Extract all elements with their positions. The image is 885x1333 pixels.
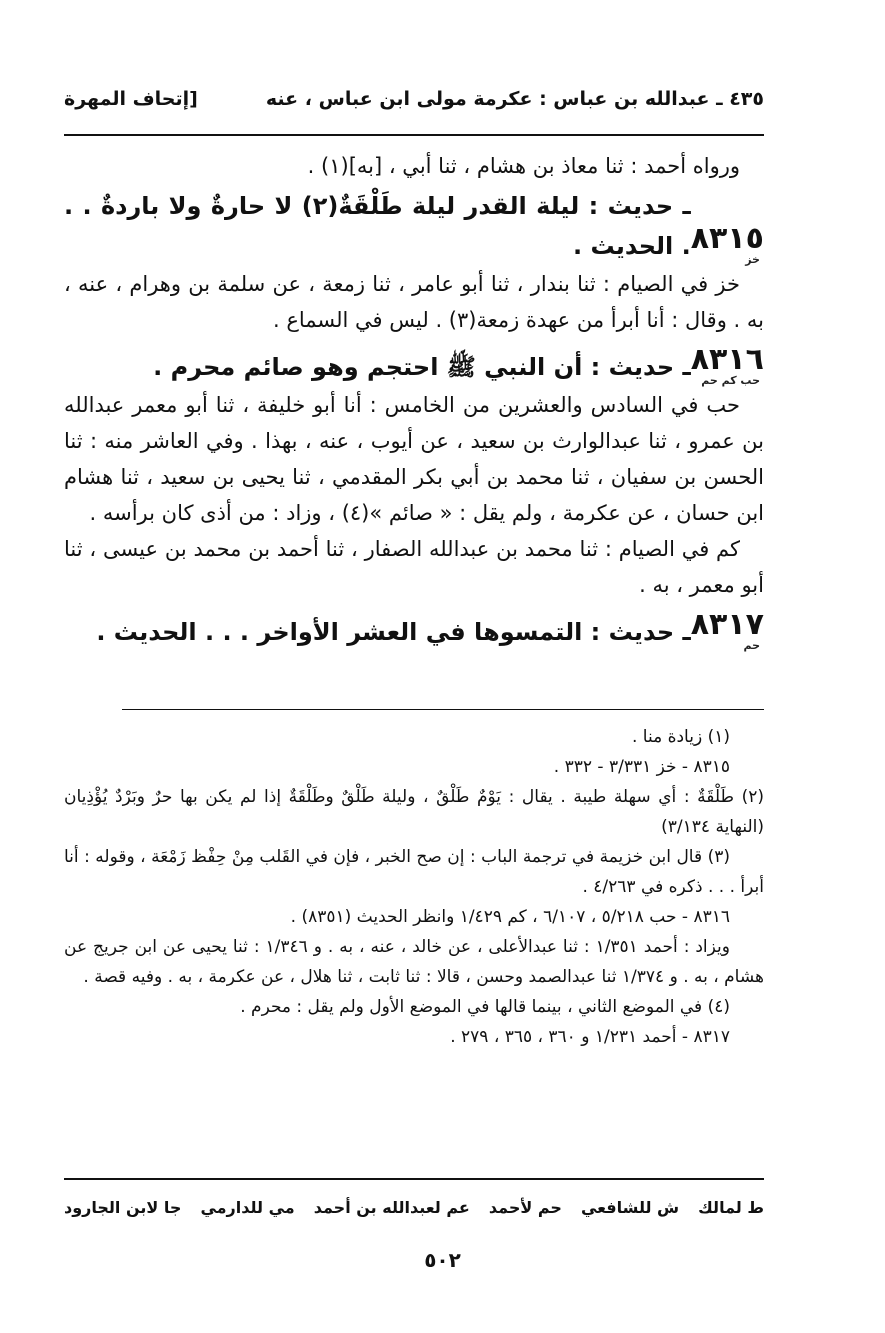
footnote-ref-8317: ٨٣١٧ - أحمد ١/٢٣١ و ٣٦٠ ، ٣٦٥ ، ٢٧٩ . [450,1027,730,1047]
footnote-ref-8316: ٨٣١٦ - حب ٥/٢١٨ ، ٦/١٠٧ ، كم ١/٤٢٩ وانظر الحديث (٨٣٥١) . [290,907,730,927]
footnotes [64,722,764,1052]
hadith-text: ـ حديث : أن النبي ﷺ احتجم وهو صائم محرم . [153,353,691,381]
abbreviation-item: مي للدارمي [200,1198,295,1217]
abbreviation-item: ش للشافعي [580,1198,680,1217]
hadith-text: ـ حديث : ليلة القدر ليلة طَلْقَةٌ(٢) لا حارةٌ ولا باردةٌ . . . الحديث . [64,192,691,260]
hadith-number: ٨٣١٦ [690,342,764,377]
hadith-8316-heading [64,340,764,387]
abbreviation-item: حم لأحمد [488,1198,562,1217]
hadith-8315-heading [64,186,764,266]
abbreviations-key [64,1198,764,1217]
paragraph-khuzaymah: خز في الصيام : ثنا بندار ، ثنا أبو عامر ، ثنا زمعة ، عن سلمة بن وهرام ، عنه ، به . وقال : أنا أبرأ من عهدة زمعة(٣) . ليس في السماع . [64,272,764,332]
header-book-title: [إتحاف المهرة [64,88,198,110]
abbreviation-item: ط لمالك [698,1198,764,1217]
paragraph-hibban: حب في السادس والعشرين من الخامس : أنا أبو خليفة ، ثنا أبو معمر عبدالله بن عمرو ، ثنا عبدالوارث بن سعيد ، عن أيوب ، عنه ، بهذا . وفي العاشر منه : ثنا الحسن بن سفيان ، ثنا محمد بن أبي بكر المقدمي ، ثنا يحيى بن سعيد ، ثنا هشام ابن حسان ، عن عكرمة ، ولم يقل : « صائم »(٤) ، وزاد : من أذى كان برأسه . [64,393,764,525]
main-text [64,148,764,652]
header-divider [64,134,764,136]
running-header [64,82,764,116]
source-marker: حب كم حم [701,374,760,387]
footnote-2: (٢) طَلْقَةٌ : أي سهلة طيبة . يقال : يَوْمٌ طَلْقٌ ، وليلة طَلْقٌ وطَلْقَةٌ إذا لم يكن بها حرٌ وبَرْدٌ يُؤْذِيان (النهاية ٣/١٣٤) [64,787,764,837]
footnote-additions: ويزاد : أحمد ١/٣٥١ : ثنا عبدالأعلى ، عن خالد ، عنه ، به . و ١/٣٤٦ : ثنا يحيى عن ابن جريج عن هشام ، به . و ١/٣٧٤ ثنا عبدالصمد وحسن ، قالا : ثنا ثابت ، ثنا هلال ، عن عكرمة ، به . وفيه قصة . [64,937,764,987]
page-number: ٥٠٢ [424,1248,461,1272]
footnote-ref-8315: ٨٣١٥ - خز ٣/٣٣١ - ٣٣٢ . [553,757,730,777]
paragraph-ahmad: ورواه أحمد : ثنا معاذ بن هشام ، ثنا أبي ، [به](١) . [307,154,740,178]
header-chapter-title: ٤٣٥ ـ عبدالله بن عباس : عكرمة مولى ابن عباس ، عنه [265,88,764,110]
abbreviation-item: عم لعبدالله بن أحمد [313,1198,470,1217]
source-marker: خز [745,253,760,266]
paragraph-hakim: كم في الصيام : ثنا محمد بن عبدالله الصفار ، ثنا أحمد بن محمد بن عيسى ، ثنا أبو معمر ، به . [64,537,764,597]
hadith-number: ٨٣١٧ [690,607,764,642]
hadith-8317-heading [64,605,764,652]
hadith-number: ٨٣١٥ [690,221,764,256]
abbreviation-item: جا لابن الجارود [64,1198,182,1217]
source-marker: حم [743,639,760,652]
hadith-text: ـ حديث : التمسوها في العشر الأواخر . . . الحديث . [96,618,691,646]
footnote-1: (١) زيادة منا . [631,727,730,747]
footnote-3: (٣) قال ابن خزيمة في ترجمة الباب : إن صح الخبر ، فإن في القَلب مِنْ حِفْظ زَمْعَة ، وقوله : أنا أبرأ . . . ذكره في ٤/٢٦٣ . [64,847,764,897]
footnote-4: (٤) في الموضع الثاني ، بينما قالها في الموضع الأول ولم يقل : محرم . [240,997,730,1017]
footnote-divider [122,709,764,710]
abbreviations-divider [64,1178,764,1180]
